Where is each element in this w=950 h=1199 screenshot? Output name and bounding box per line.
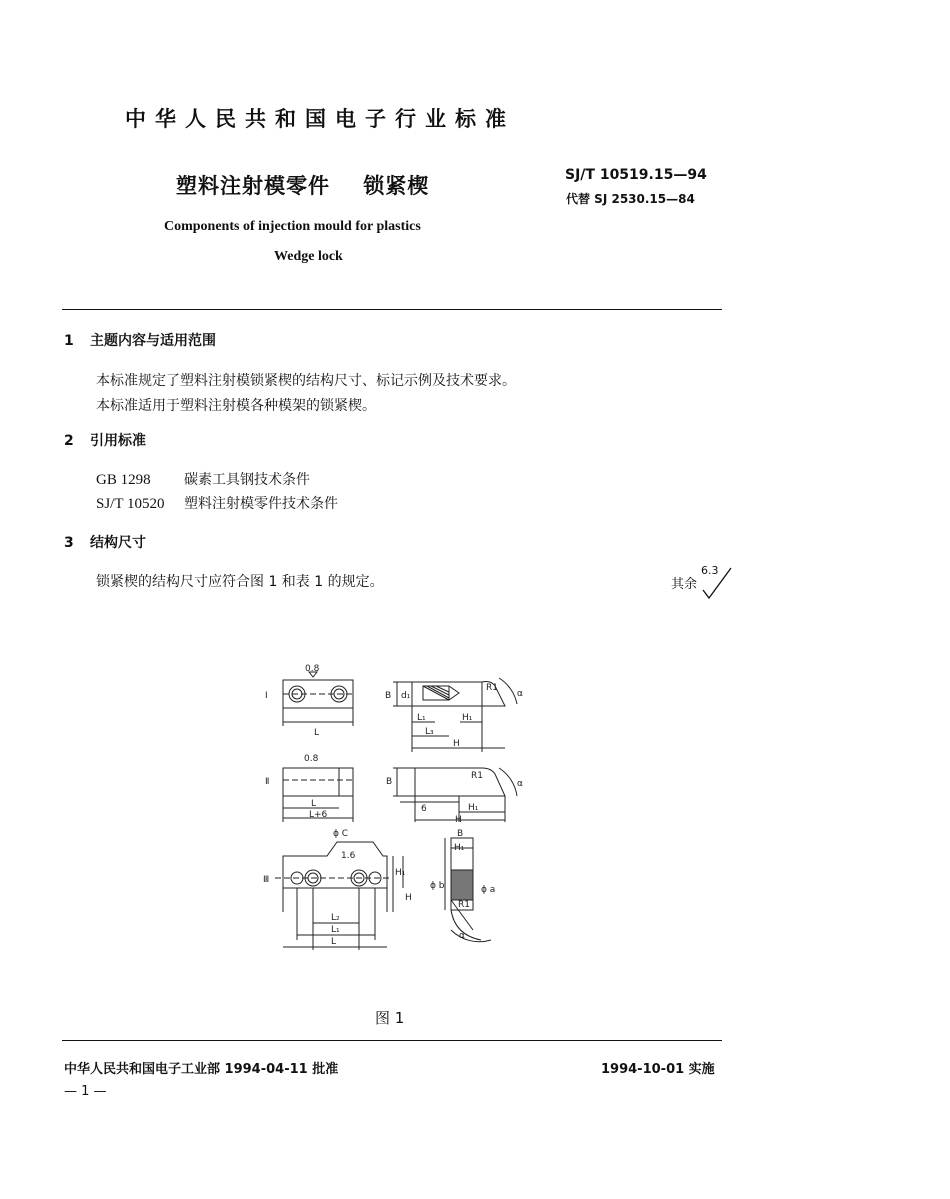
section-number: 2 [64, 433, 74, 449]
dim-H: H [405, 893, 412, 903]
dim-six: 6 [421, 804, 427, 814]
standard-code: SJ/T 10519.15—94 [565, 167, 707, 183]
figure-caption: 图 1 [375, 1009, 405, 1027]
footer-divider [62, 1040, 722, 1041]
dim-phi-c: ϕ C [333, 829, 349, 839]
section-title: 主题内容与适用范围 [90, 333, 216, 349]
page-number: — 1 — [64, 1084, 107, 1099]
section-title: 引用标准 [90, 433, 146, 449]
replaced-standard: 代替 SJ 2530.15—84 [566, 192, 695, 206]
section-1-heading [64, 330, 216, 350]
document-title: 塑料注射模零件 锁紧楔 [176, 174, 430, 198]
roughness-check-icon [701, 566, 737, 600]
row-label: Ⅱ [265, 777, 270, 787]
dim-H: H [453, 739, 460, 749]
section-number: 3 [64, 535, 74, 551]
dim-B: B [457, 829, 464, 839]
section-2-heading [64, 430, 146, 450]
roughness-label: 1.6 [341, 851, 356, 861]
roughness-label: 0.8 [304, 754, 319, 764]
implementation-date: 1994-10-01 实施 [601, 1062, 715, 1077]
figure-1-drawing [255, 660, 540, 960]
dim-L1: L₁ [331, 925, 340, 935]
dim-L1: L₁ [417, 713, 426, 723]
dim-H: H [455, 815, 462, 825]
dim-L: L [331, 937, 337, 947]
dim-L: L [311, 799, 317, 809]
dim-H1: H₁ [462, 713, 473, 723]
reference-item [96, 469, 310, 489]
dim-alpha: α [517, 779, 523, 789]
dim-L: L [314, 728, 320, 738]
roughness-note [671, 564, 741, 600]
section-number: 1 [64, 333, 74, 349]
dim-L2: L₂ [331, 913, 340, 923]
roughness-label: 其余 [671, 577, 698, 592]
dim-L3: L₃ [425, 727, 434, 737]
dim-H1: H₁ [395, 868, 406, 878]
reference-name: 碳素工具钢技术条件 [184, 472, 310, 488]
header-divider [62, 309, 722, 310]
wedge-side-view-ii [415, 768, 505, 796]
approval-date: 中华人民共和国电子工业部 1994-04-11 批准 [64, 1062, 339, 1077]
dim-R1: R1 [471, 771, 483, 781]
dim-R1: R1 [486, 683, 498, 693]
english-subtitle: Wedge lock [274, 249, 343, 264]
wedge-top-view-ii [283, 768, 353, 796]
reference-item [96, 493, 338, 513]
row-label: Ⅲ [263, 875, 270, 885]
dim-L-plus-6: L+6 [309, 810, 328, 820]
row-label: I [265, 691, 268, 701]
roughness-label: 0.8 [305, 664, 320, 674]
dim-H1: H₁ [468, 803, 479, 813]
english-title: Components of injection mould for plastics [164, 219, 421, 234]
reference-name: 塑料注射模零件技术条件 [184, 496, 338, 512]
dim-phi-a: ϕ a [481, 885, 496, 895]
issuing-body-title: 中华人民共和国电子行业标准 [125, 107, 515, 131]
wedge-top-view-iii [283, 842, 387, 888]
section-title: 结构尺寸 [90, 535, 146, 551]
dim-B: B [386, 777, 393, 787]
dim-R1: R1 [458, 900, 470, 910]
dim-d1: d₁ [401, 691, 411, 701]
reference-code: SJ/T 10520 [96, 496, 165, 512]
section-1-paragraph-1: 本标准规定了塑料注射模锁紧楔的结构尺寸、标记示例及技术要求。 [96, 373, 516, 389]
section-3-heading [64, 532, 146, 552]
dim-H1: H₁ [454, 843, 465, 853]
dim-alpha: α [459, 931, 465, 941]
section-3-paragraph: 锁紧楔的结构尺寸应符合图 1 和表 1 的规定。 [96, 574, 384, 590]
dim-phi-b: ϕ b [430, 881, 445, 891]
section-1-paragraph-2: 本标准适用于塑料注射模各种模架的锁紧楔。 [96, 398, 376, 414]
dim-alpha: α [517, 689, 523, 699]
roughness-value: 6.3 [701, 564, 719, 577]
reference-code: GB 1298 [96, 472, 151, 488]
dim-B: B [385, 691, 392, 701]
